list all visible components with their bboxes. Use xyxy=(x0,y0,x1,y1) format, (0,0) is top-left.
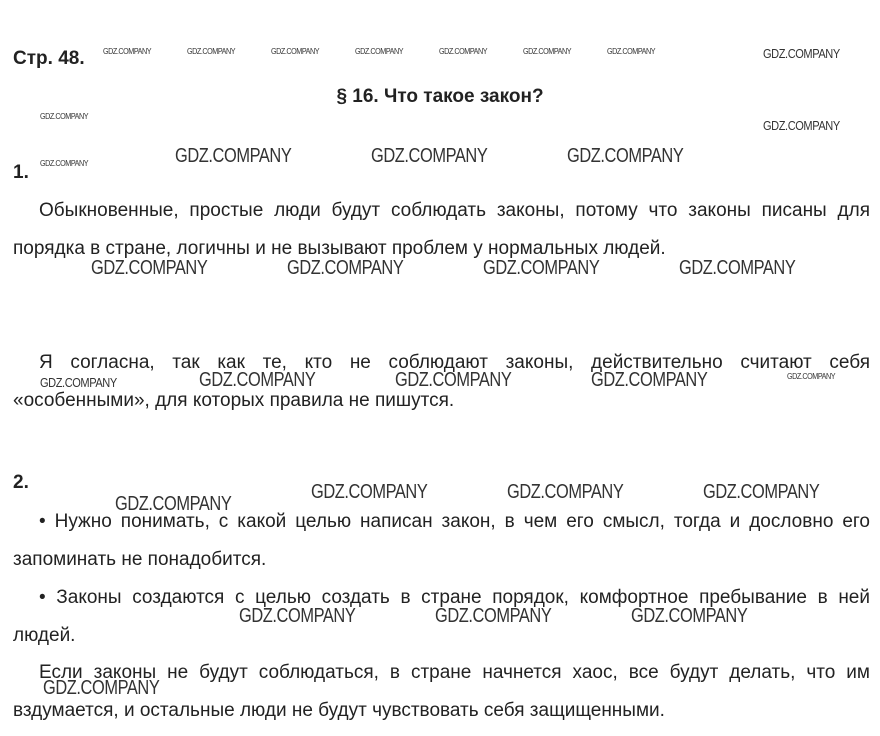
watermark: GDZ.COMPANY xyxy=(40,159,89,168)
watermark: GDZ.COMPANY xyxy=(43,677,160,699)
watermark: GDZ.COMPANY xyxy=(239,605,356,627)
answer-2-paragraph-2: • Законы создаются с целью создать в стране порядок, комфортное пребывание в ней людей. xyxy=(13,587,870,646)
watermark: GDZ.COMPANY xyxy=(703,481,820,503)
watermark: GDZ.COMPANY xyxy=(591,369,708,391)
watermark: GDZ.COMPANY xyxy=(631,605,748,627)
watermark: GDZ.COMPANY xyxy=(483,257,600,279)
watermark: GDZ.COMPANY xyxy=(787,372,836,381)
watermark: GDZ.COMPANY xyxy=(40,375,117,390)
question-number-2: 2. xyxy=(13,472,29,493)
watermark: GDZ.COMPANY xyxy=(91,257,208,279)
watermark: GDZ.COMPANY xyxy=(523,47,572,56)
watermark: GDZ.COMPANY xyxy=(439,47,488,56)
watermark: GDZ.COMPANY xyxy=(371,145,488,167)
watermark: GDZ.COMPANY xyxy=(507,481,624,503)
watermark: GDZ.COMPANY xyxy=(287,257,404,279)
watermark: GDZ.COMPANY xyxy=(763,118,840,133)
answer-1-paragraph-2: Я согласна, так как те, кто не соблюдают законы, действительно считают себя «особенными», для которых правила не пишутся. xyxy=(13,352,870,411)
watermark: GDZ.COMPANY xyxy=(395,369,512,391)
watermark: GDZ.COMPANY xyxy=(311,481,428,503)
watermark: GDZ.COMPANY xyxy=(607,47,656,56)
watermark: GDZ.COMPANY xyxy=(435,605,552,627)
watermark: GDZ.COMPANY xyxy=(567,145,684,167)
watermark: GDZ.COMPANY xyxy=(679,257,796,279)
watermark: GDZ.COMPANY xyxy=(355,47,404,56)
watermark: GDZ.COMPANY xyxy=(40,112,89,121)
watermark: GDZ.COMPANY xyxy=(199,369,316,391)
watermark: GDZ.COMPANY xyxy=(187,47,236,56)
watermark: GDZ.COMPANY xyxy=(271,47,320,56)
watermark: GDZ.COMPANY xyxy=(763,46,840,61)
watermark: GDZ.COMPANY xyxy=(175,145,292,167)
page-label: Стр. 48. xyxy=(13,48,85,69)
watermark: GDZ.COMPANY xyxy=(115,493,232,515)
answer-2-paragraph-1: • Нужно понимать, с какой целью написан закон, в чем его смысл, тогда и дословно его запоминать не понадобится. xyxy=(13,511,870,570)
answer-2-paragraph-3: Если законы не будут соблюдаться, в стране начнется хаос, все будут делать, что им вздумается, и остальные люди не будут чувствовать себя защищенными. xyxy=(13,662,870,721)
section-title: § 16. Что такое закон? xyxy=(336,86,544,107)
watermark: GDZ.COMPANY xyxy=(103,47,152,56)
answer-1-paragraph-1: Обыкновенные, простые люди будут соблюдать законы, потому что законы писаны для порядка в стране, логичны и не вызывают проблем у нормальных людей. xyxy=(13,200,870,259)
question-number-1: 1. xyxy=(13,162,29,183)
